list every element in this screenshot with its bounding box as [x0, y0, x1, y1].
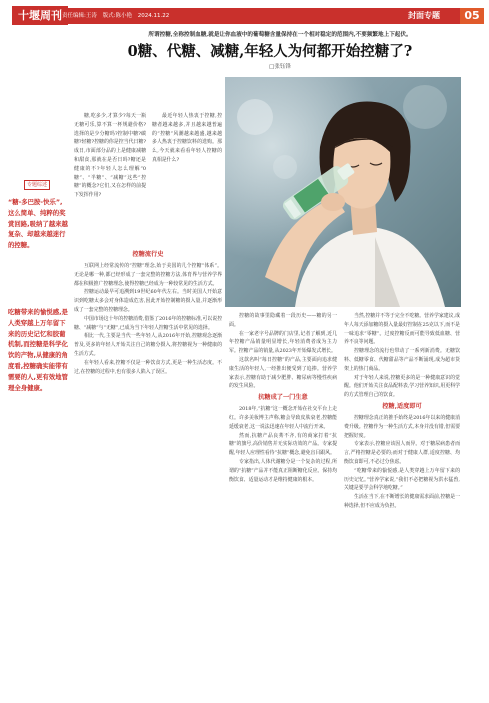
paragraph: 中国市场这十年的控糖消费,借鉴了2016年的控糖标准,可以说控糖、“减糖”与“无糖”,已成为当下年轻人控糖生活中常见的选择。	[74, 315, 222, 331]
sidebar-quote: 吃糖带来的愉悦感,是人类穿越上万年留下来的历史记忆和胶葡机制,而控糖是科学化饮的产物,从健康的角度看,控糖确实能带有需要的人,更有效地管理全身健康。	[8, 308, 68, 392]
article-title: 0糖、代糖、减糖,年轻人为何都开始控糖了?	[127, 43, 413, 60]
paragraph: 在一家老字号品牌的门店里,记者了解到,近几年控糖产品销量明显增长,年轻消费者成为主力军。控糖产品的销量,从2023年开始爆发式增长。	[229, 330, 337, 355]
article-column-middle	[229, 312, 337, 484]
article-lede: 所谓控糖,全称控制血糖,就是让你血液中的葡萄糖含量保持在一个相对稳定的范围内,不要频繁地上下起伏。	[148, 32, 412, 38]
article-column-lower-left	[74, 248, 222, 376]
paragraph: 生活在当下,在不断增长的健康需求面前,控糖是一种选择,但不应成为负担。	[344, 494, 460, 509]
article-photo	[225, 77, 461, 307]
editor-credit: 责任编辑:王涛	[62, 13, 97, 19]
article-byline: □张钰锋	[269, 64, 291, 70]
subheading: 抗糖成了一门生意	[258, 394, 308, 402]
paragraph: 专家表示,控糖应该因人而异。对于糖尿病患者而言,严格控糖是必要的;而对于健康人群,适度控糖、均衡饮食即可,不必过分焦虑。	[344, 441, 460, 465]
page-number: 05	[460, 8, 484, 24]
layout-credit: 版式:陈小艳	[102, 13, 132, 19]
paragraph: 最近年轻人热衷于控糖,控糖者越来越多,并且越来越普遍的“控糖”风潮越来越盛,越来越多人热衷于控糖饮料的选购。那么,今天就来看看年轻人控糖的真相是什么?	[152, 113, 222, 163]
paragraph: 对于年轻人来说,控糖更多的是一种健康意识的觉醒。他们开始关注食品配料表,学习营养知识,用更科学的方式管理自己的饮食。	[344, 374, 460, 399]
issue-date: 2024.11.22	[137, 13, 170, 19]
woman-drinking-photo	[225, 77, 461, 307]
paragraph: 糖,吃多少,才算少?每天一瓶无糖可乐,算不算一杯规避价格?选择的是少分糖吗?控制中糖?碳糖?轻糖?控糖的你是控当代日糖?成日,市面部分品的上是健康减糖和甜食,那就在是否日吗?糖还是健康的不?年轻人怎么理解“0糖”、“半糖”、“减糖”这些“控糖”的概念?它们,又在怎样的前提下发挥作用?	[74, 113, 146, 199]
paragraph: 控糖运动最早可追溯到19世纪60年代左右。当时美国人开始意识到吃糖太多会对身体造成危害,因此开始控制糖的摄入量,并逐渐形成了一套完整的控糖理念。	[74, 289, 222, 313]
page-header	[0, 0, 489, 24]
paragraph: 2018年,“抗糖”这一概念开始在社交平台上走红。许多美妆博主声称,糖会导致皮肤衰老,控糖能延缓衰老,这一说法迅速在年轻人中流行开来。	[229, 406, 337, 430]
paragraph: 控糖理念的流行也带动了一系列新消费。无糖饮料、低糖零食、代糖甜品等产品不断涌现,成为超市货架上的热门商品。	[344, 348, 460, 372]
paragraph: 互联网上经常流传的“控糖”理念,始于美国的几个控糖“体系”。无论是哪一种,都已经形成了一套完整的控糖方法,体育界与营养学界都在积极推广控糖理念,使得控糖已经成为一种较常见的生活方式。	[74, 263, 222, 287]
article-column-2	[152, 112, 222, 165]
sidebar-tag: 专题综述	[24, 180, 50, 190]
paragraph: “吃糖带来的愉悦感,是人类穿越上万年留下来的历史记忆。”营养学家说,“我们不必把糖视为洪水猛兽,关键是要学会科学地吃糖。”	[344, 467, 460, 492]
paragraph: 然而,抗糖产品良莠不齐,有的商家打着“抗糖”的旗号,高价销售并无实际功效的产品。专家提醒,年轻人应理性看待“抗糖”概念,避免盲目跟风。	[229, 432, 337, 457]
section-name: 封面专题	[408, 11, 440, 20]
paragraph: 这款名叫“每日控糖”的产品,主要面向追求健康生活的年轻人,一经推出便受到了追捧。营养学家表示,控糖有助于减少肥胖、糖尿病等慢性疾病的发生风险。	[229, 356, 337, 390]
subheading: 控糖流行史	[132, 251, 164, 258]
sidebar-quote: “糖-多巴胺-快乐”,这么简单、纯粹的奖赏回路,吸纳了越来越复杂、却越来越迷行的控糖。	[8, 198, 68, 250]
paragraph: 相比一代,主要是当代一些年轻人,从2016年开始,控糖观念逐渐普及,更多的年轻人开始关注自己的糖分摄入,将控糖视为一种健康的生活方式。	[74, 333, 222, 357]
paragraph: 在年轻人看来,控糖不仅是一种饮食方式,更是一种生活态度。不过,在控糖的过程中,也有很多人陷入了误区。	[74, 359, 222, 375]
paragraph: 专家指出,人体代谢糖分是一个复杂的过程,所谓的“抗糖”产品并不能真正阻断糖化反应。保持均衡饮食、适量运动才是维持健康的根本。	[229, 458, 337, 483]
article-column-1	[74, 112, 146, 200]
article-column-right	[344, 312, 460, 511]
paragraph: 当然,控糖并不等于完全不吃糖。营养学家建议,成年人每天添加糖的摄入量最好控制在25克以下,而不是一味追求“零糖”。过度控糖反而可能导致低血糖、营养不良等问题。	[344, 313, 460, 346]
publication-logo: 十堰周刊	[12, 6, 68, 25]
subheading: 控糖,适度即可	[382, 402, 422, 410]
paragraph: 控糖的故事里隐藏着一段历史——糖的另一面。	[229, 313, 337, 328]
header-meta	[62, 11, 173, 19]
paragraph: 控糖理念真正的推手始终是2016年以来的健康消费升级。控糖作为一种生活方式,本身并没有错,但需要把握好度。	[344, 414, 460, 439]
